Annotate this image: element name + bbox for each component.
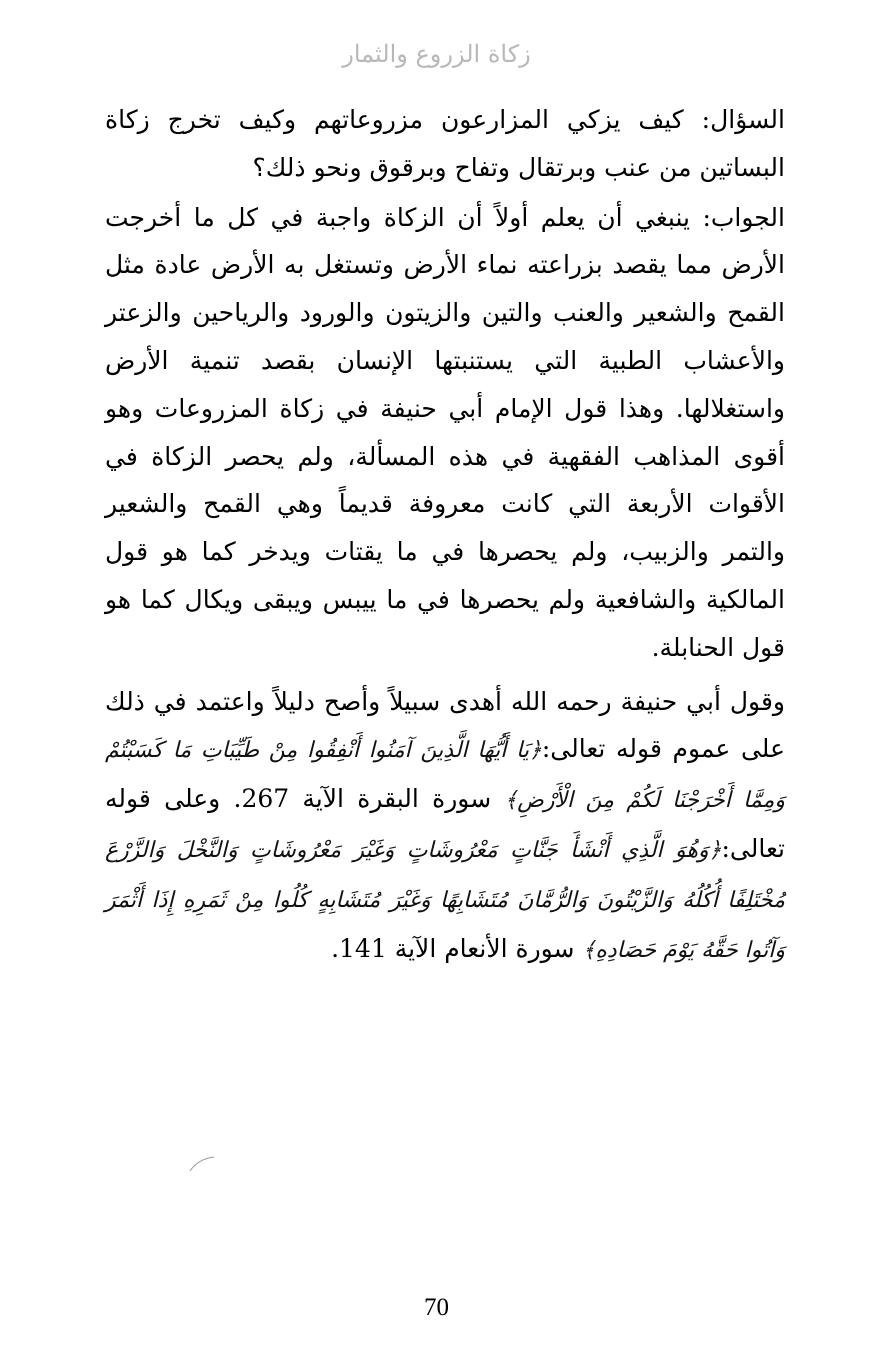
stray-pen-mark-icon [188, 1155, 218, 1175]
answer-paragraph: الجواب: ينبغي أن يعلم أولاً أن الزكاة واجبة في كل ما أخرجت الأرض مما يقصد بزراعته نماء الأرض وتستغل به الأرض عادة مثل القمح والشعير والعنب والتين والزيتون والورود والرياحين والزعتر والأعشاب الطبية التي يستنبتها الإنسان بقصد تنمية الأرض واستغلالها. وهذا قول الإمام أبي حنيفة في زكاة المزروعات وهو أقوى المذاهب الفقهية في هذه المسألة، ولم يحصر الزكاة في الأقوات الأربعة التي كانت معروفة قديماً وهي القمح والشعير والتمر والزبيب، ولم يحصرها في ما يقتات ويدخر كما هو قول المالكية والشافعية ولم يحصرها في ما ييبس ويبقى ويكال كما هو قول الحنابلة. [105, 202, 785, 662]
verse-reference-baqarah: سورة البقرة الآية 267. وعلى قوله تعالى: [105, 784, 785, 863]
running-header: زكاة الزروع والثمار [342, 40, 531, 68]
quran-verse-baqarah: ﴿يَا أَيُّهَا الَّذِينَ آمَنُوا أَنْفِقُوا مِنْ طَيِّبَاتِ مَا كَسَبْتُمْ وَمِمَّا أَخْرَجْنَا لَكُمْ مِنَ الْأَرْضِ﴾ [105, 738, 785, 814]
question-paragraph: السؤال: كيف يزكي المزارعون مزروعاتهم وكيف تخرج زكاة البساتين من عنب وبرتقال وتفاح وبرقوق ونحو ذلك؟ [105, 105, 785, 182]
quran-verse-anam: ﴿وَهُوَ الَّذِي أَنْشَأَ جَنَّاتٍ مَعْرُوشَاتٍ وَغَيْرَ مَعْرُوشَاتٍ وَالنَّخْلَ وَالزَّرْعَ مُخْتَلِفًا أُكُلُهُ وَالزَّيْتُونَ وَالرُّمَّانَ مُتَشَابِهًا وَغَيْرَ مُتَشَابِهٍ كُلُوا مِنْ ثَمَرِهِ إِذَا أَثْمَرَ وَآتُوا حَقَّهُ يَوْمَ حَصَادِهِ﴾ [105, 837, 785, 963]
evidence-paragraph [105, 678, 785, 975]
verse-reference-anam: سورة الأنعام الآية 141. [331, 933, 583, 963]
main-text [105, 96, 785, 974]
page-number: 70 [424, 1294, 449, 1321]
evidence-intro: وقول أبي حنيفة رحمه الله أهدى سبيلاً وأصح دليلاً واعتمد في ذلك على عموم قوله تعالى: [105, 686, 785, 764]
